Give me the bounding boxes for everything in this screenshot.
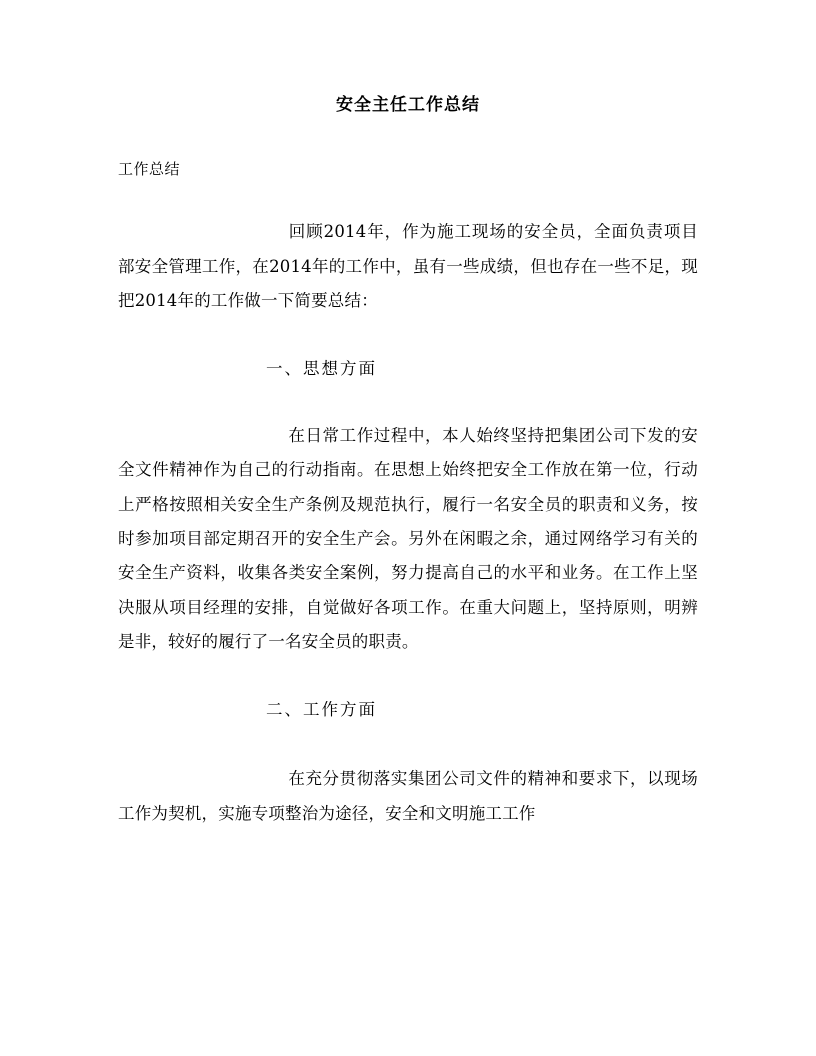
paragraph-text: 回顾2014年，作为施工现场的安全员，全面负责项目部安全管理工作，在2014年的工作中，虽有一些成绩，但也存在一些不足，现把2014年的工作做一下简要总结： — [118, 222, 698, 310]
page-title: 安全主任工作总结 — [336, 95, 480, 115]
section-heading-2 — [118, 693, 698, 726]
paragraph-text: 在日常工作过程中，本人始终坚持把集团公司下发的安全文件精神作为自己的行动指南。在思想上始终把安全工作放在第一位，行动上严格按照相关安全生产条例及规范执行，履行一名安全员的职责和义务，按时参加项目部定期召开的安全生产会。另外在闲暇之余，通过网络学习有关的安全生产资料，收集各类安全案例，努力提高自己的水平和业务。在工作上坚决服从项目经理的安排，自觉做好各项工作。在重大问题上，坚持原则，明辨是非，较好的履行了一名安全员的职责。 — [118, 426, 698, 651]
heading-text: 一、思想方面 — [266, 359, 377, 379]
document-subtitle: 工作总结 — [118, 160, 181, 179]
paragraph-intro — [118, 215, 698, 318]
paragraph-work — [118, 762, 698, 831]
paragraph-thought — [118, 419, 698, 659]
heading-text: 二、工作方面 — [266, 700, 377, 720]
section-heading-1 — [118, 352, 698, 385]
paragraph-text: 在充分贯彻落实集团公司文件的精神和要求下，以现场工作为契机，实施专项整治为途径，安全和文明施工工作 — [118, 769, 698, 823]
